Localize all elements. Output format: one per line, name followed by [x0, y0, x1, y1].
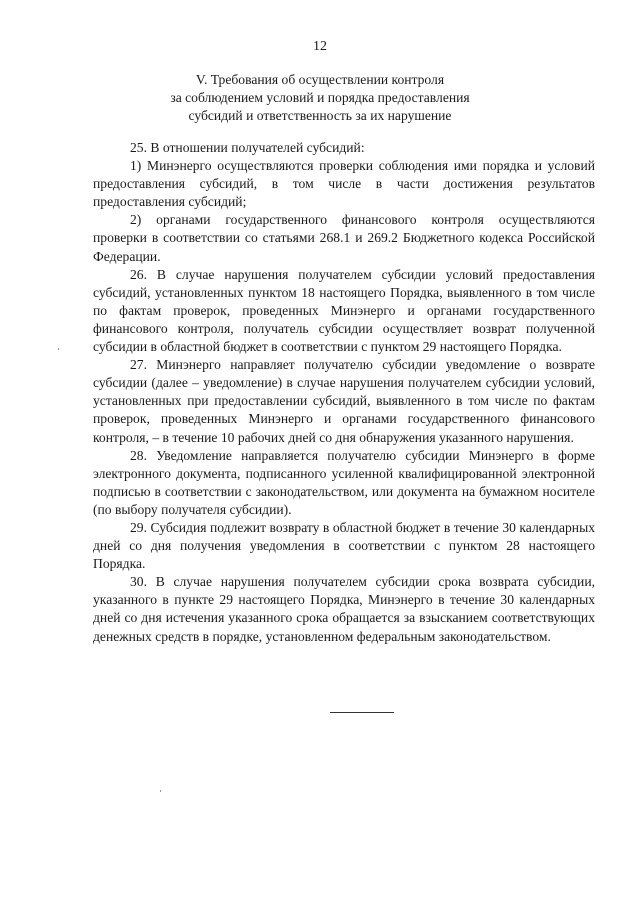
paragraph-28: 28. Уведомление направляется получателю субсидии Минэнерго в форме электронного документа, подписанного усиленной квалифицированной электронной подписью в соответствии с законодательством, или документа на бумажном носителе (по выбору получателя субсидии).	[93, 447, 595, 517]
paragraph-25: 25. В отношении получателей субсидий:	[130, 140, 365, 155]
section-heading	[120, 71, 520, 125]
paragraph-30: 30. В случае нарушения получателем субсидии срока возврата субсидии, указанного в пункте 29 настоящего Порядка, Минэнерго в течение 30 календарных дней со дня истечения указанного срока обращается за взысканием соответствующих денежных средств в порядке, установленном федеральным законодательством.	[93, 574, 595, 644]
section-heading-line-3: субсидий и ответственность за их нарушение	[188, 108, 452, 123]
scan-speck	[160, 790, 161, 792]
paragraph-27: 27. Минэнерго направляет получателю субсидии уведомление о возврате субсидии (далее – уведомление) в случае нарушения получателем субсидии условий, установленных при предоставлении субсидий, выявленного в том числе по фактам проверок, проведенных Минэнерго и органами государственного финансового контроля, – в течение 10 рабочих дней со дня обнаружения указанного нарушения.	[93, 357, 595, 445]
paragraph-26: 26. В случае нарушения получателем субсидии условий предоставления субсидий, установленных пунктом 18 настоящего Порядка, выявленного в том числе по фактам проверок, проведенных Минэнерго и органами государственного финансового контроля, получатель субсидии осуществляет возврат полученной субсидии в областной бюджет в соответствии с пунктом 29 настоящего Порядка.	[93, 266, 595, 355]
end-of-text-rule	[330, 712, 394, 713]
paragraph-29: 29. Субсидия подлежит возврату в областной бюджет в течение 30 календарных дней со дня получения уведомления в соответствии с пунктом 28 настоящего Порядка.	[93, 519, 595, 572]
page-number: 12	[313, 39, 327, 54]
document-body	[93, 139, 595, 646]
scan-speck	[58, 348, 59, 350]
paragraph-25-item-2: 2) органами государственного финансового контроля осуществляются проверки в соответствии со статьями 268.1 и 269.2 Бюджетного кодекса Российской Федерации.	[93, 212, 595, 264]
section-heading-line-1: V. Требования об осуществлении контроля	[195, 72, 445, 87]
paragraph-25-item-1: 1) Минэнерго осуществляются проверки соблюдения ими порядка и условий предоставления субсидий, в том числе в части достижения результатов предоставления субсидий;	[93, 158, 595, 210]
section-heading-line-2: за соблюдением условий и порядка предоставления	[170, 90, 470, 105]
